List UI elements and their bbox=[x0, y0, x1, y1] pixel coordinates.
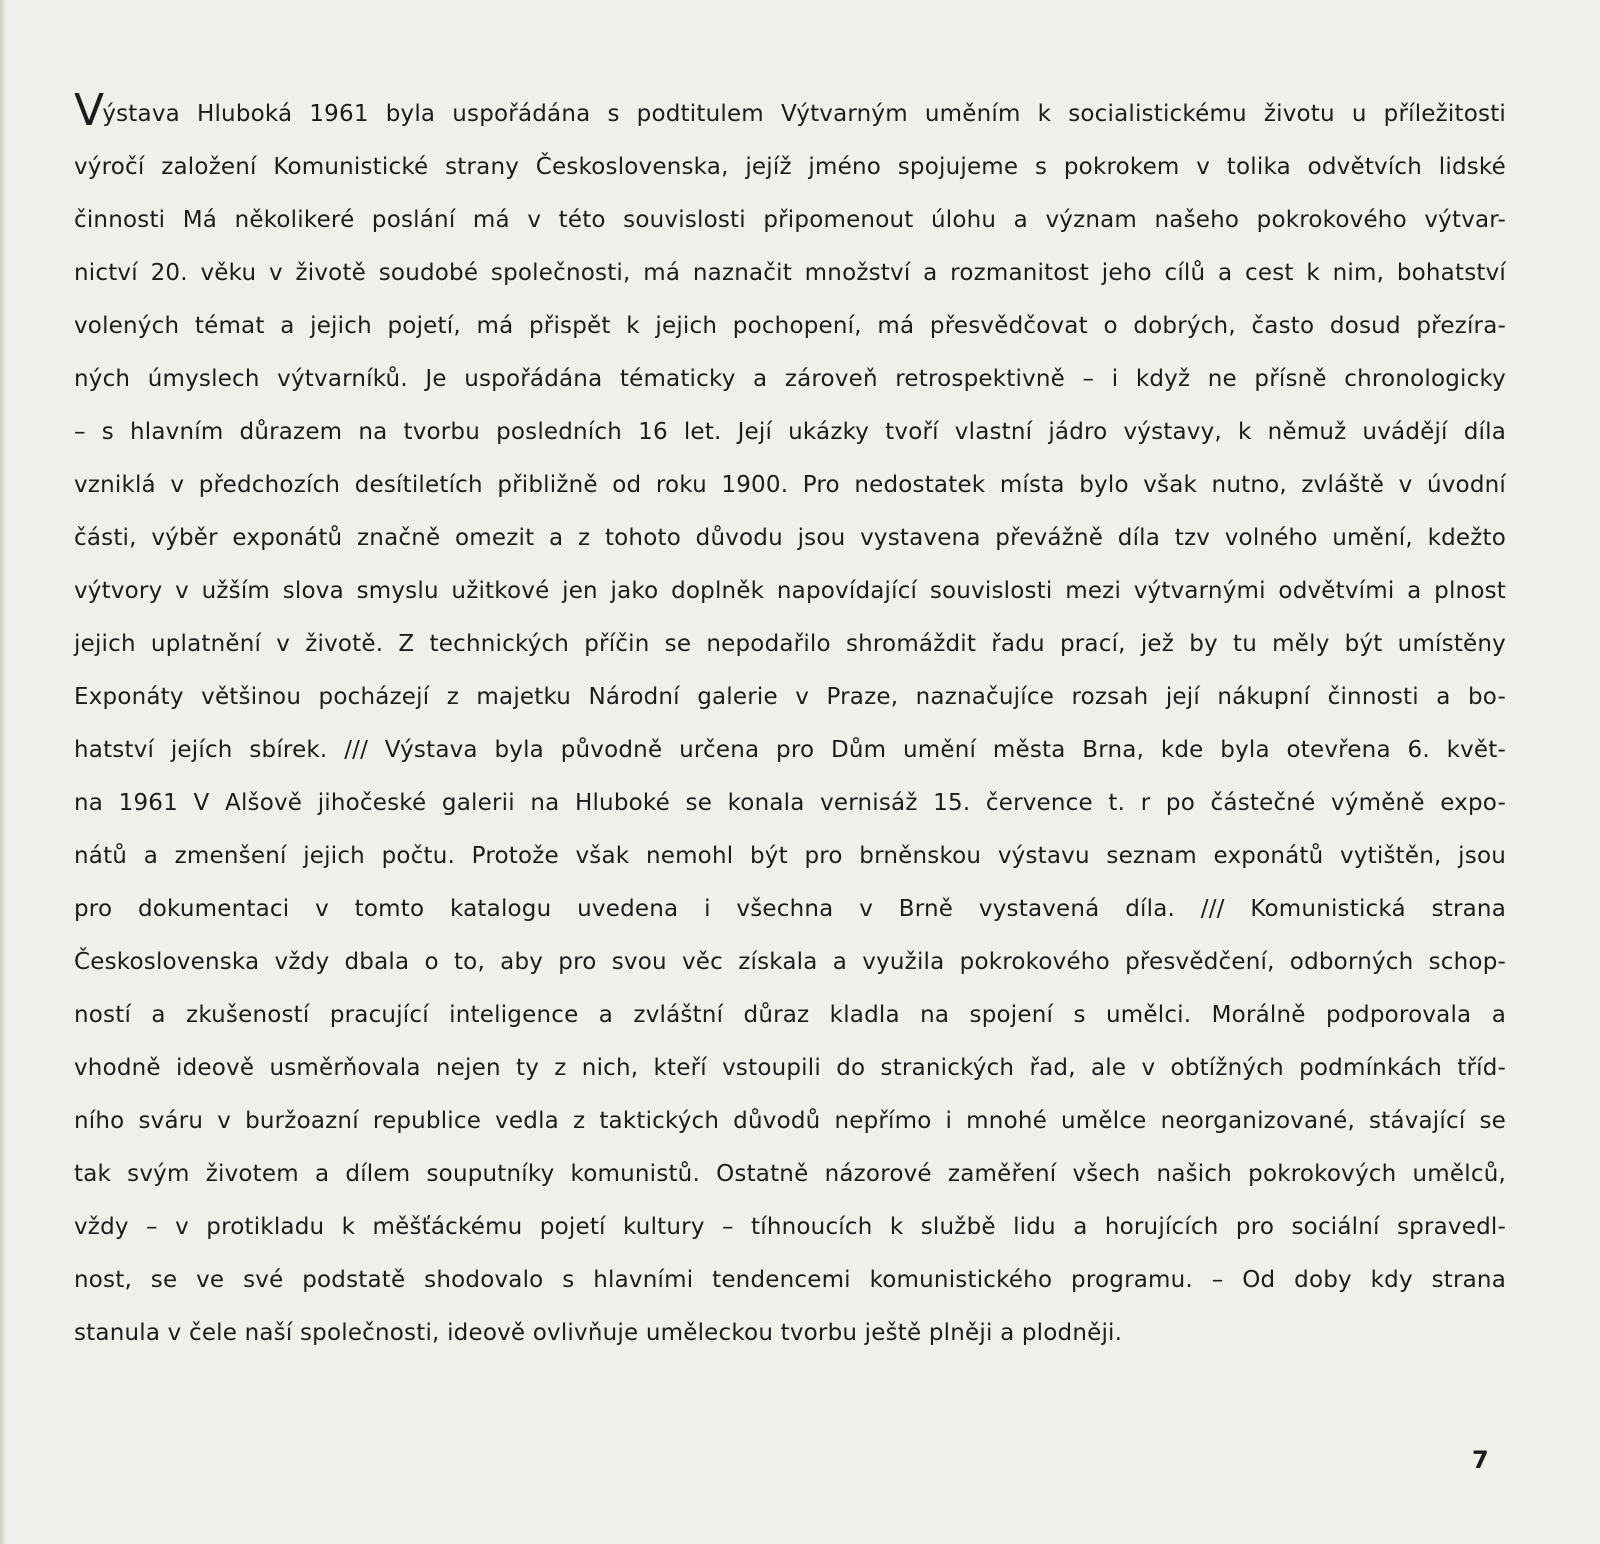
page-number: 7 bbox=[1472, 1446, 1489, 1474]
text-line: jejich uplatnění v životě. Z technických příčin se nepodařilo shromáždit řadu prací, jež by tu měly být umístěny bbox=[74, 631, 1506, 657]
text-line: Exponáty většinou pocházejí z majetku Národní galerie v Praze, naznačujíce rozsah její nákupní činnosti a bo- bbox=[74, 684, 1506, 710]
text-line: pro dokumentaci v tomto katalogu uvedena i všechna v Brně vystavená díla. /// Komunistická strana bbox=[74, 896, 1506, 922]
text-line bbox=[74, 85, 1506, 141]
text-line: volených témat a jejich pojetí, má přispět k jejich pochopení, má přesvědčovat o dobrých, často dosud přezíra- bbox=[74, 313, 1506, 339]
text-line: nost, se ve své podstatě shodovalo s hlavními tendencemi komunistického programu. – Od doby kdy strana bbox=[74, 1267, 1506, 1293]
text-line: výročí založení Komunistické strany Československa, jejíž jméno spojujeme s pokrokem v tolika odvětvích lidské bbox=[74, 154, 1506, 180]
text-line: Československa vždy dbala o to, aby pro svou věc získala a využila pokrokového přesvědčení, odborných schop- bbox=[74, 949, 1506, 975]
text-line: ností a zkušeností pracující inteligence a zvláštní důraz kladla na spojení s umělci. Morálně podporovala a bbox=[74, 1002, 1506, 1028]
page-edge-shadow bbox=[0, 0, 6, 1544]
text-line: části, výběr exponátů značně omezit a z tohoto důvodu jsou vystavena převážně díla tzv volného umění, kdežto bbox=[74, 525, 1506, 551]
text-line: vzniklá v předchozích desítiletích přibližně od roku 1900. Pro nedostatek místa bylo však nutno, zvláště v úvodní bbox=[74, 472, 1506, 498]
text-line: ných úmyslech výtvarníků. Je uspořádána tématicky a zároveň retrospektivně – i když ne přísně chronologicky bbox=[74, 366, 1506, 392]
text-line: ního sváru v buržoazní republice vedla z taktických důvodů nepřímo i mnohé umělce neorganizované, stávající se bbox=[74, 1108, 1506, 1134]
body-text bbox=[74, 85, 1506, 1360]
text-line: – s hlavním důrazem na tvorbu posledních 16 let. Její ukázky tvoří vlastní jádro výstavy, k němuž uvádějí díla bbox=[74, 419, 1506, 445]
text-line: nictví 20. věku v životě soudobé společnosti, má naznačit množství a rozmanitost jeho cílů a cest k nim, bohatství bbox=[74, 260, 1506, 286]
text-line: nátů a zmenšení jejich počtu. Protože však nemohl být pro brněnskou výstavu seznam exponátů vytištěn, jsou bbox=[74, 843, 1506, 869]
text-line-content: ýstava Hluboká 1961 byla uspořádána s podtitulem Výtvarným uměním k socialistickému životu u příležitosti bbox=[102, 101, 1506, 127]
text-line: činnosti Má několikeré poslání má v této souvislosti připomenout úlohu a význam našeho pokrokového výtvar- bbox=[74, 207, 1506, 233]
text-line: stanula v čele naší společnosti, ideově ovlivňuje uměleckou tvorbu ještě plněji a plodněji. bbox=[74, 1320, 1123, 1346]
text-line: tak svým životem a dílem souputníky komunistů. Ostatně názorové zaměření všech našich pokrokových umělců, bbox=[74, 1161, 1506, 1187]
drop-cap: V bbox=[74, 85, 105, 136]
text-line: vždy – v protikladu k měšťáckému pojetí kultury – tíhnoucích k službě lidu a horujících pro sociální spravedl- bbox=[74, 1214, 1506, 1240]
text-line: hatství jejích sbírek. /// Výstava byla původně určena pro Dům umění města Brna, kde byla otevřena 6. květ- bbox=[74, 737, 1506, 763]
text-line: na 1961 V Alšově jihočeské galerii na Hluboké se konala vernisáž 15. července t. r po částečné výměně expo- bbox=[74, 790, 1506, 816]
text-line: vhodně ideově usměrňovala nejen ty z nich, kteří vstoupili do stranických řad, ale v obtížných podmínkách tříd- bbox=[74, 1055, 1506, 1081]
text-line: výtvory v užším slova smyslu užitkové jen jako doplněk napovídající souvislosti mezi výtvarnými odvětvími a plnost bbox=[74, 578, 1506, 604]
